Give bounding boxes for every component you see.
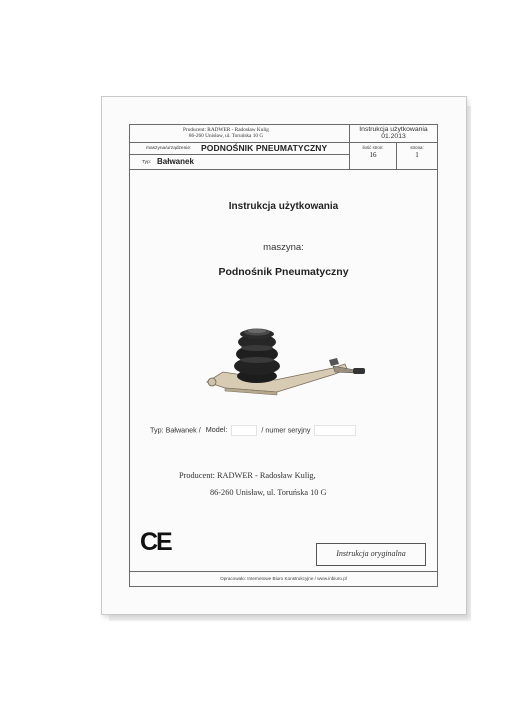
header-left-block [130, 125, 350, 170]
producer-block [179, 467, 327, 501]
pneumatic-jack-image [205, 312, 365, 402]
header-instruction-block [350, 126, 437, 140]
original-instruction-box [316, 543, 426, 566]
header-producer-line-2: 86-260 Unisław, ul. Toruńska 10 G [188, 133, 264, 139]
machine-label: maszyna/urządzenie: [146, 146, 192, 151]
header-machine-row [130, 142, 349, 155]
document-title: Instrukcja użytkowania [228, 201, 339, 212]
machine-name: Podnośnik Pneumatyczny [218, 266, 349, 278]
footer-text: Opracowało: Internetowe Biuro Konstrukcyjne / www.inbiuro.pl [220, 576, 347, 581]
page-number-value: 1 [415, 151, 419, 159]
producer-line-2: 86-260 Unisław, ul. Toruńska 10 G [210, 488, 327, 497]
header-right-block [350, 125, 437, 170]
serial-label: / numer seryjny [261, 425, 311, 435]
type-line-label: Typ: Bałwanek / [150, 425, 201, 435]
header-instruction-title: Instrukcja użytkowania [359, 126, 428, 133]
header-divider-horizontal [350, 142, 437, 143]
page-number-label: strona: [410, 145, 424, 150]
type-label: Typ: [142, 160, 152, 165]
machine-value: PODNOŚNIK PNEUMATYCZNY [201, 143, 328, 153]
type-value: Bałwanek [157, 157, 194, 166]
pages-count-label: ilość stron: [362, 145, 384, 150]
model-label: Model: [205, 425, 228, 435]
document-page [101, 96, 467, 615]
producer-line-1: Producent: RADWER - Radosław Kulig, [179, 471, 316, 480]
ce-mark-icon: CE [140, 528, 171, 556]
serial-redacted-box [314, 425, 356, 436]
original-instruction-label: Instrukcja oryginalna [336, 549, 406, 558]
footer-divider [130, 571, 437, 572]
header-instruction-date: 01.2013 [381, 133, 406, 140]
type-model-serial-line [150, 425, 356, 436]
pages-count-value: 16 [369, 151, 377, 159]
model-redacted-box [231, 425, 257, 436]
machine-caption: maszyna: [263, 242, 304, 253]
document-frame [129, 124, 438, 587]
header-producer-line-1: Producent: RADWER - Radosław Kulig [183, 127, 269, 133]
